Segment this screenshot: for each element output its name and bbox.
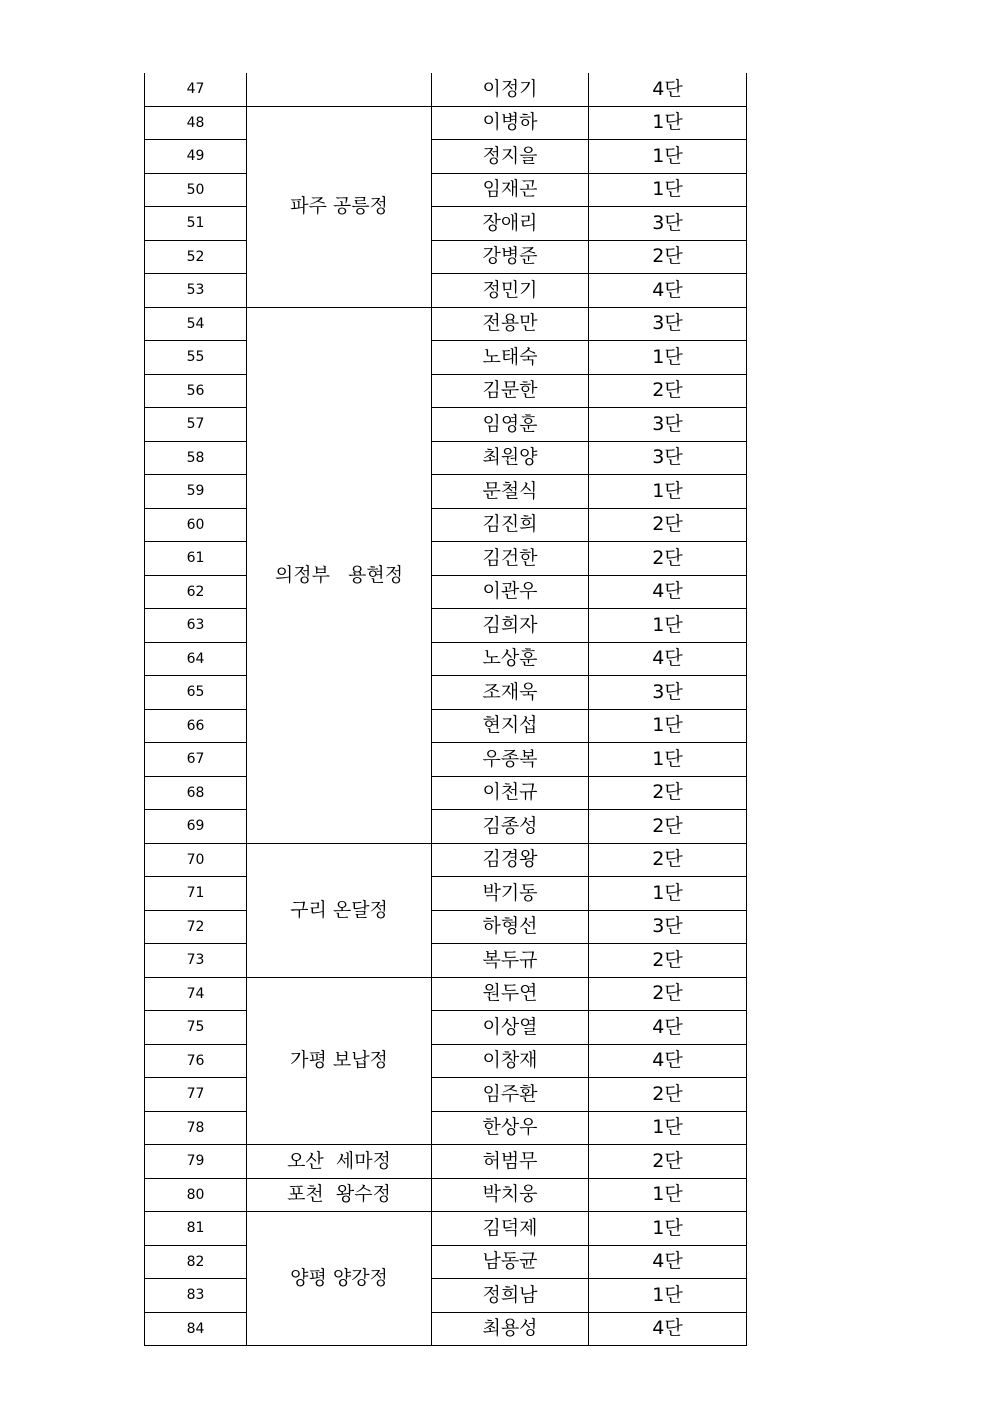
member-name-cell: 김경왕	[432, 843, 589, 877]
roster-table	[144, 73, 747, 1346]
row-number-cell: 60	[145, 508, 247, 542]
table-row	[145, 341, 747, 375]
table-row	[145, 1245, 747, 1279]
row-number-cell: 79	[145, 1145, 247, 1179]
row-number-cell: 69	[145, 810, 247, 844]
member-name-cell: 이창재	[432, 1044, 589, 1078]
table-row	[145, 307, 747, 341]
row-number-cell: 78	[145, 1111, 247, 1145]
table-row	[145, 1279, 747, 1313]
table-row	[145, 207, 747, 241]
table-row	[145, 810, 747, 844]
table-row	[145, 676, 747, 710]
row-number-cell: 74	[145, 977, 247, 1011]
row-number-cell: 70	[145, 843, 247, 877]
member-rank-cell: 2단	[589, 1078, 747, 1112]
member-rank-cell: 4단	[589, 274, 747, 308]
table-row	[145, 508, 747, 542]
member-name-cell: 허범무	[432, 1145, 589, 1179]
row-number-cell: 64	[145, 642, 247, 676]
row-number-cell: 76	[145, 1044, 247, 1078]
row-number-cell: 77	[145, 1078, 247, 1112]
table-row	[145, 475, 747, 509]
table-row	[145, 274, 747, 308]
member-name-cell: 정지을	[432, 140, 589, 174]
member-rank-cell: 2단	[589, 776, 747, 810]
member-name-cell: 남동균	[432, 1245, 589, 1279]
table-row	[145, 106, 747, 140]
row-number-cell: 65	[145, 676, 247, 710]
member-name-cell: 이상열	[432, 1011, 589, 1045]
table-row	[145, 140, 747, 174]
member-rank-cell: 1단	[589, 1178, 747, 1212]
member-rank-cell: 4단	[589, 73, 747, 106]
member-name-cell: 박기동	[432, 877, 589, 911]
row-number-cell: 55	[145, 341, 247, 375]
member-rank-cell: 1단	[589, 173, 747, 207]
row-number-cell: 67	[145, 743, 247, 777]
table-row	[145, 1312, 747, 1346]
table-row	[145, 1178, 747, 1212]
member-name-cell: 노상훈	[432, 642, 589, 676]
member-name-cell: 최원양	[432, 441, 589, 475]
club-name-cell: 오산 세마정	[247, 1145, 432, 1179]
club-name-cell: 가평 보납정	[247, 977, 432, 1145]
member-name-cell: 김덕제	[432, 1212, 589, 1246]
member-rank-cell: 1단	[589, 1279, 747, 1313]
member-rank-cell: 2단	[589, 508, 747, 542]
row-number-cell: 48	[145, 106, 247, 140]
member-name-cell: 우종복	[432, 743, 589, 777]
member-name-cell: 원두연	[432, 977, 589, 1011]
table-row	[145, 877, 747, 911]
table-row	[145, 441, 747, 475]
member-name-cell: 최용성	[432, 1312, 589, 1346]
table-row	[145, 542, 747, 576]
member-rank-cell: 1단	[589, 709, 747, 743]
row-number-cell: 81	[145, 1212, 247, 1246]
member-rank-cell: 4단	[589, 642, 747, 676]
member-name-cell: 한상우	[432, 1111, 589, 1145]
club-name-cell: 구리 온달정	[247, 843, 432, 977]
member-rank-cell: 4단	[589, 575, 747, 609]
row-number-cell: 80	[145, 1178, 247, 1212]
member-rank-cell: 1단	[589, 106, 747, 140]
member-name-cell: 노태숙	[432, 341, 589, 375]
member-name-cell: 김진희	[432, 508, 589, 542]
roster-sheet	[144, 73, 746, 1346]
row-number-cell: 53	[145, 274, 247, 308]
table-row	[145, 1111, 747, 1145]
table-row	[145, 843, 747, 877]
row-number-cell: 49	[145, 140, 247, 174]
row-number-cell: 61	[145, 542, 247, 576]
member-name-cell: 문철식	[432, 475, 589, 509]
member-rank-cell: 4단	[589, 1245, 747, 1279]
member-name-cell: 정민기	[432, 274, 589, 308]
row-number-cell: 75	[145, 1011, 247, 1045]
member-name-cell: 전용만	[432, 307, 589, 341]
member-name-cell: 이천규	[432, 776, 589, 810]
row-number-cell: 66	[145, 709, 247, 743]
member-name-cell: 박치웅	[432, 1178, 589, 1212]
member-rank-cell: 2단	[589, 542, 747, 576]
table-row	[145, 1145, 747, 1179]
member-rank-cell: 4단	[589, 1312, 747, 1346]
table-row	[145, 743, 747, 777]
row-number-cell: 68	[145, 776, 247, 810]
row-number-cell: 51	[145, 207, 247, 241]
member-rank-cell: 3단	[589, 408, 747, 442]
member-rank-cell: 2단	[589, 240, 747, 274]
member-rank-cell: 2단	[589, 843, 747, 877]
club-name-cell: 양평 양강정	[247, 1212, 432, 1346]
club-name-cell	[247, 73, 432, 106]
row-number-cell: 57	[145, 408, 247, 442]
member-name-cell: 임재곤	[432, 173, 589, 207]
club-name-cell: 파주 공릉정	[247, 106, 432, 307]
table-row	[145, 910, 747, 944]
member-name-cell: 임영훈	[432, 408, 589, 442]
row-number-cell: 83	[145, 1279, 247, 1313]
member-name-cell: 김희자	[432, 609, 589, 643]
member-rank-cell: 2단	[589, 810, 747, 844]
member-rank-cell: 3단	[589, 441, 747, 475]
row-number-cell: 73	[145, 944, 247, 978]
row-number-cell: 71	[145, 877, 247, 911]
table-row	[145, 944, 747, 978]
row-number-cell: 52	[145, 240, 247, 274]
club-name-cell: 포천 왕수정	[247, 1178, 432, 1212]
member-name-cell: 하형선	[432, 910, 589, 944]
member-rank-cell: 3단	[589, 207, 747, 241]
table-row	[145, 173, 747, 207]
table-row	[145, 575, 747, 609]
member-rank-cell: 2단	[589, 374, 747, 408]
member-name-cell: 정희남	[432, 1279, 589, 1313]
table-row	[145, 977, 747, 1011]
member-name-cell: 이병하	[432, 106, 589, 140]
table-row	[145, 709, 747, 743]
member-rank-cell: 2단	[589, 977, 747, 1011]
row-number-cell: 82	[145, 1245, 247, 1279]
table-row	[145, 1212, 747, 1246]
member-name-cell: 현지섭	[432, 709, 589, 743]
table-row	[145, 1078, 747, 1112]
member-rank-cell: 2단	[589, 1145, 747, 1179]
table-row	[145, 1011, 747, 1045]
club-name-cell: 의정부 용현정	[247, 307, 432, 843]
table-row	[145, 240, 747, 274]
member-rank-cell: 1단	[589, 140, 747, 174]
table-row	[145, 73, 747, 106]
member-name-cell: 장애리	[432, 207, 589, 241]
member-name-cell: 이관우	[432, 575, 589, 609]
member-rank-cell: 4단	[589, 1011, 747, 1045]
row-number-cell: 50	[145, 173, 247, 207]
member-rank-cell: 3단	[589, 307, 747, 341]
member-name-cell: 강병준	[432, 240, 589, 274]
member-name-cell: 이정기	[432, 73, 589, 106]
member-name-cell: 조재욱	[432, 676, 589, 710]
member-rank-cell: 3단	[589, 910, 747, 944]
row-number-cell: 63	[145, 609, 247, 643]
member-rank-cell: 1단	[589, 877, 747, 911]
member-rank-cell: 1단	[589, 341, 747, 375]
roster-body	[145, 73, 747, 1346]
row-number-cell: 47	[145, 73, 247, 106]
row-number-cell: 72	[145, 910, 247, 944]
row-number-cell: 62	[145, 575, 247, 609]
table-row	[145, 1044, 747, 1078]
row-number-cell: 54	[145, 307, 247, 341]
member-rank-cell: 1단	[589, 743, 747, 777]
member-name-cell: 복두규	[432, 944, 589, 978]
member-name-cell: 김문한	[432, 374, 589, 408]
table-row	[145, 776, 747, 810]
member-name-cell: 김종성	[432, 810, 589, 844]
table-row	[145, 642, 747, 676]
member-rank-cell: 3단	[589, 676, 747, 710]
member-name-cell: 김건한	[432, 542, 589, 576]
table-row	[145, 609, 747, 643]
table-row	[145, 408, 747, 442]
member-rank-cell: 1단	[589, 475, 747, 509]
member-rank-cell: 1단	[589, 1212, 747, 1246]
member-rank-cell: 2단	[589, 944, 747, 978]
row-number-cell: 56	[145, 374, 247, 408]
member-rank-cell: 4단	[589, 1044, 747, 1078]
member-rank-cell: 1단	[589, 609, 747, 643]
row-number-cell: 58	[145, 441, 247, 475]
row-number-cell: 59	[145, 475, 247, 509]
member-name-cell: 임주환	[432, 1078, 589, 1112]
member-rank-cell: 1단	[589, 1111, 747, 1145]
table-row	[145, 374, 747, 408]
row-number-cell: 84	[145, 1312, 247, 1346]
